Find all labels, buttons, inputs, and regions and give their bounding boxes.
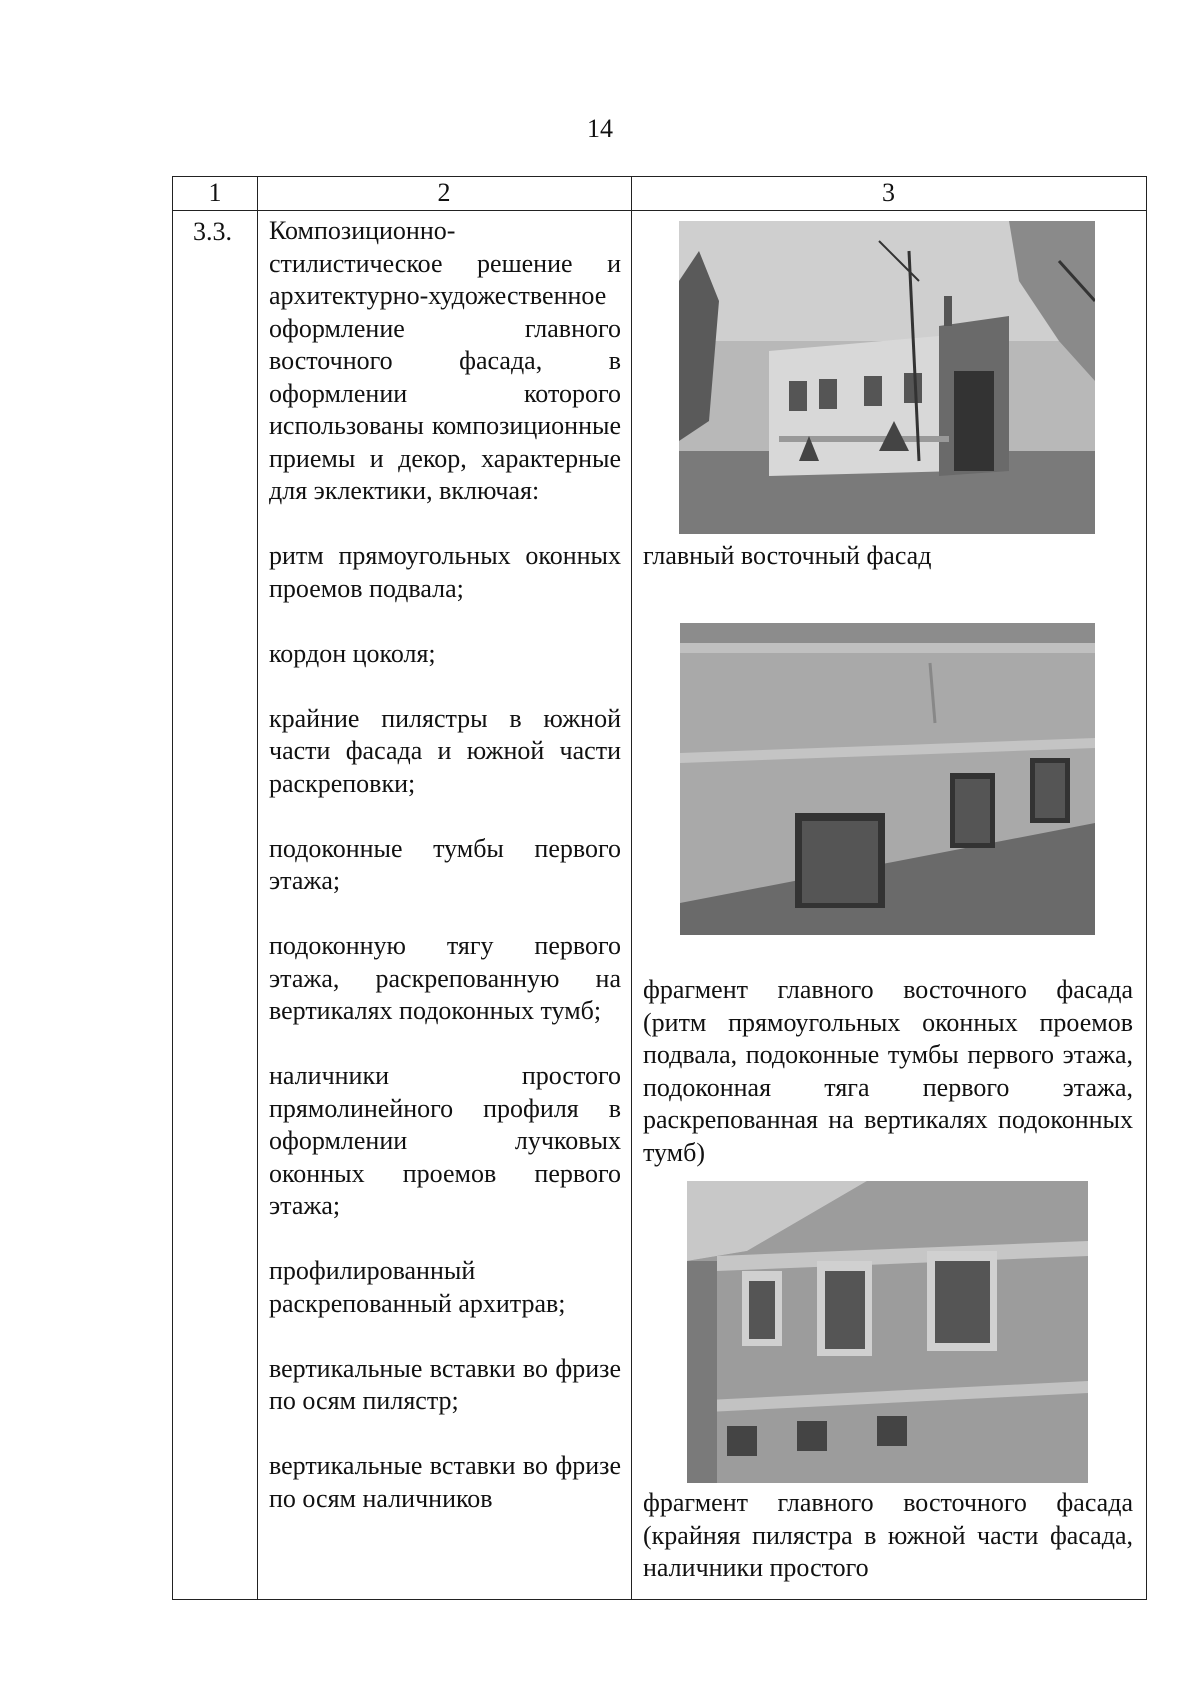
photo-main-facade [679, 221, 1095, 534]
column-divider [631, 177, 632, 1599]
description-item: крайние пилястры в южной части фасада и южной части раскреповки; [269, 703, 621, 798]
caption-basement-windows: фрагмент главного восточного фасада (ритм прямоугольных оконных проемов подвала, подоконные тумбы первого этажа, подоконная тяга первого этажа, раскрепованная на вертикалях подоконных тумб) [643, 975, 1133, 1167]
attributes-table [172, 176, 1147, 1600]
description-item: ритм прямоугольных оконных проемов подвала; [269, 541, 621, 603]
description-cell [269, 215, 621, 1515]
column-divider [257, 177, 258, 1599]
description-item: подоконные тумбы первого этажа; [269, 833, 621, 895]
header-cell-1: 1 [208, 178, 222, 207]
description-intro: Композиционно-стилистическое решение и архитектурно-художественное оформление главного восточного фасада, в оформлении которого использованы композиционные приемы и декор, характерные для эклектики, включая: [269, 216, 621, 505]
photo-pilaster-fragment [687, 1181, 1088, 1483]
header-cell-3: 3 [882, 178, 895, 207]
caption-main-facade: главный восточный фасад [643, 541, 932, 570]
description-item: наличники простого прямолинейного профиля в оформлении лучковых оконных проемов первого этажа; [269, 1061, 621, 1220]
description-item: подоконную тягу первого этажа, раскрепованную на вертикалях подоконных тумб; [269, 931, 621, 1025]
caption-pilaster-fragment: фрагмент главного восточного фасада (крайняя пилястра в южной части фасада, наличники простого [643, 1488, 1133, 1582]
header-divider [173, 210, 1146, 211]
description-item: профилированный раскрепованный архитрав; [269, 1256, 566, 1318]
photo-basement-windows [680, 623, 1095, 935]
description-item: вертикальные вставки во фризе по осям пилястр; [269, 1353, 621, 1415]
row-number: 3.3. [193, 217, 232, 246]
description-item: вертикальные вставки во фризе по осям наличников [269, 1451, 621, 1513]
page-number: 14 [587, 114, 613, 143]
header-cell-2: 2 [437, 178, 451, 207]
description-item: кордон цоколя; [269, 638, 436, 668]
